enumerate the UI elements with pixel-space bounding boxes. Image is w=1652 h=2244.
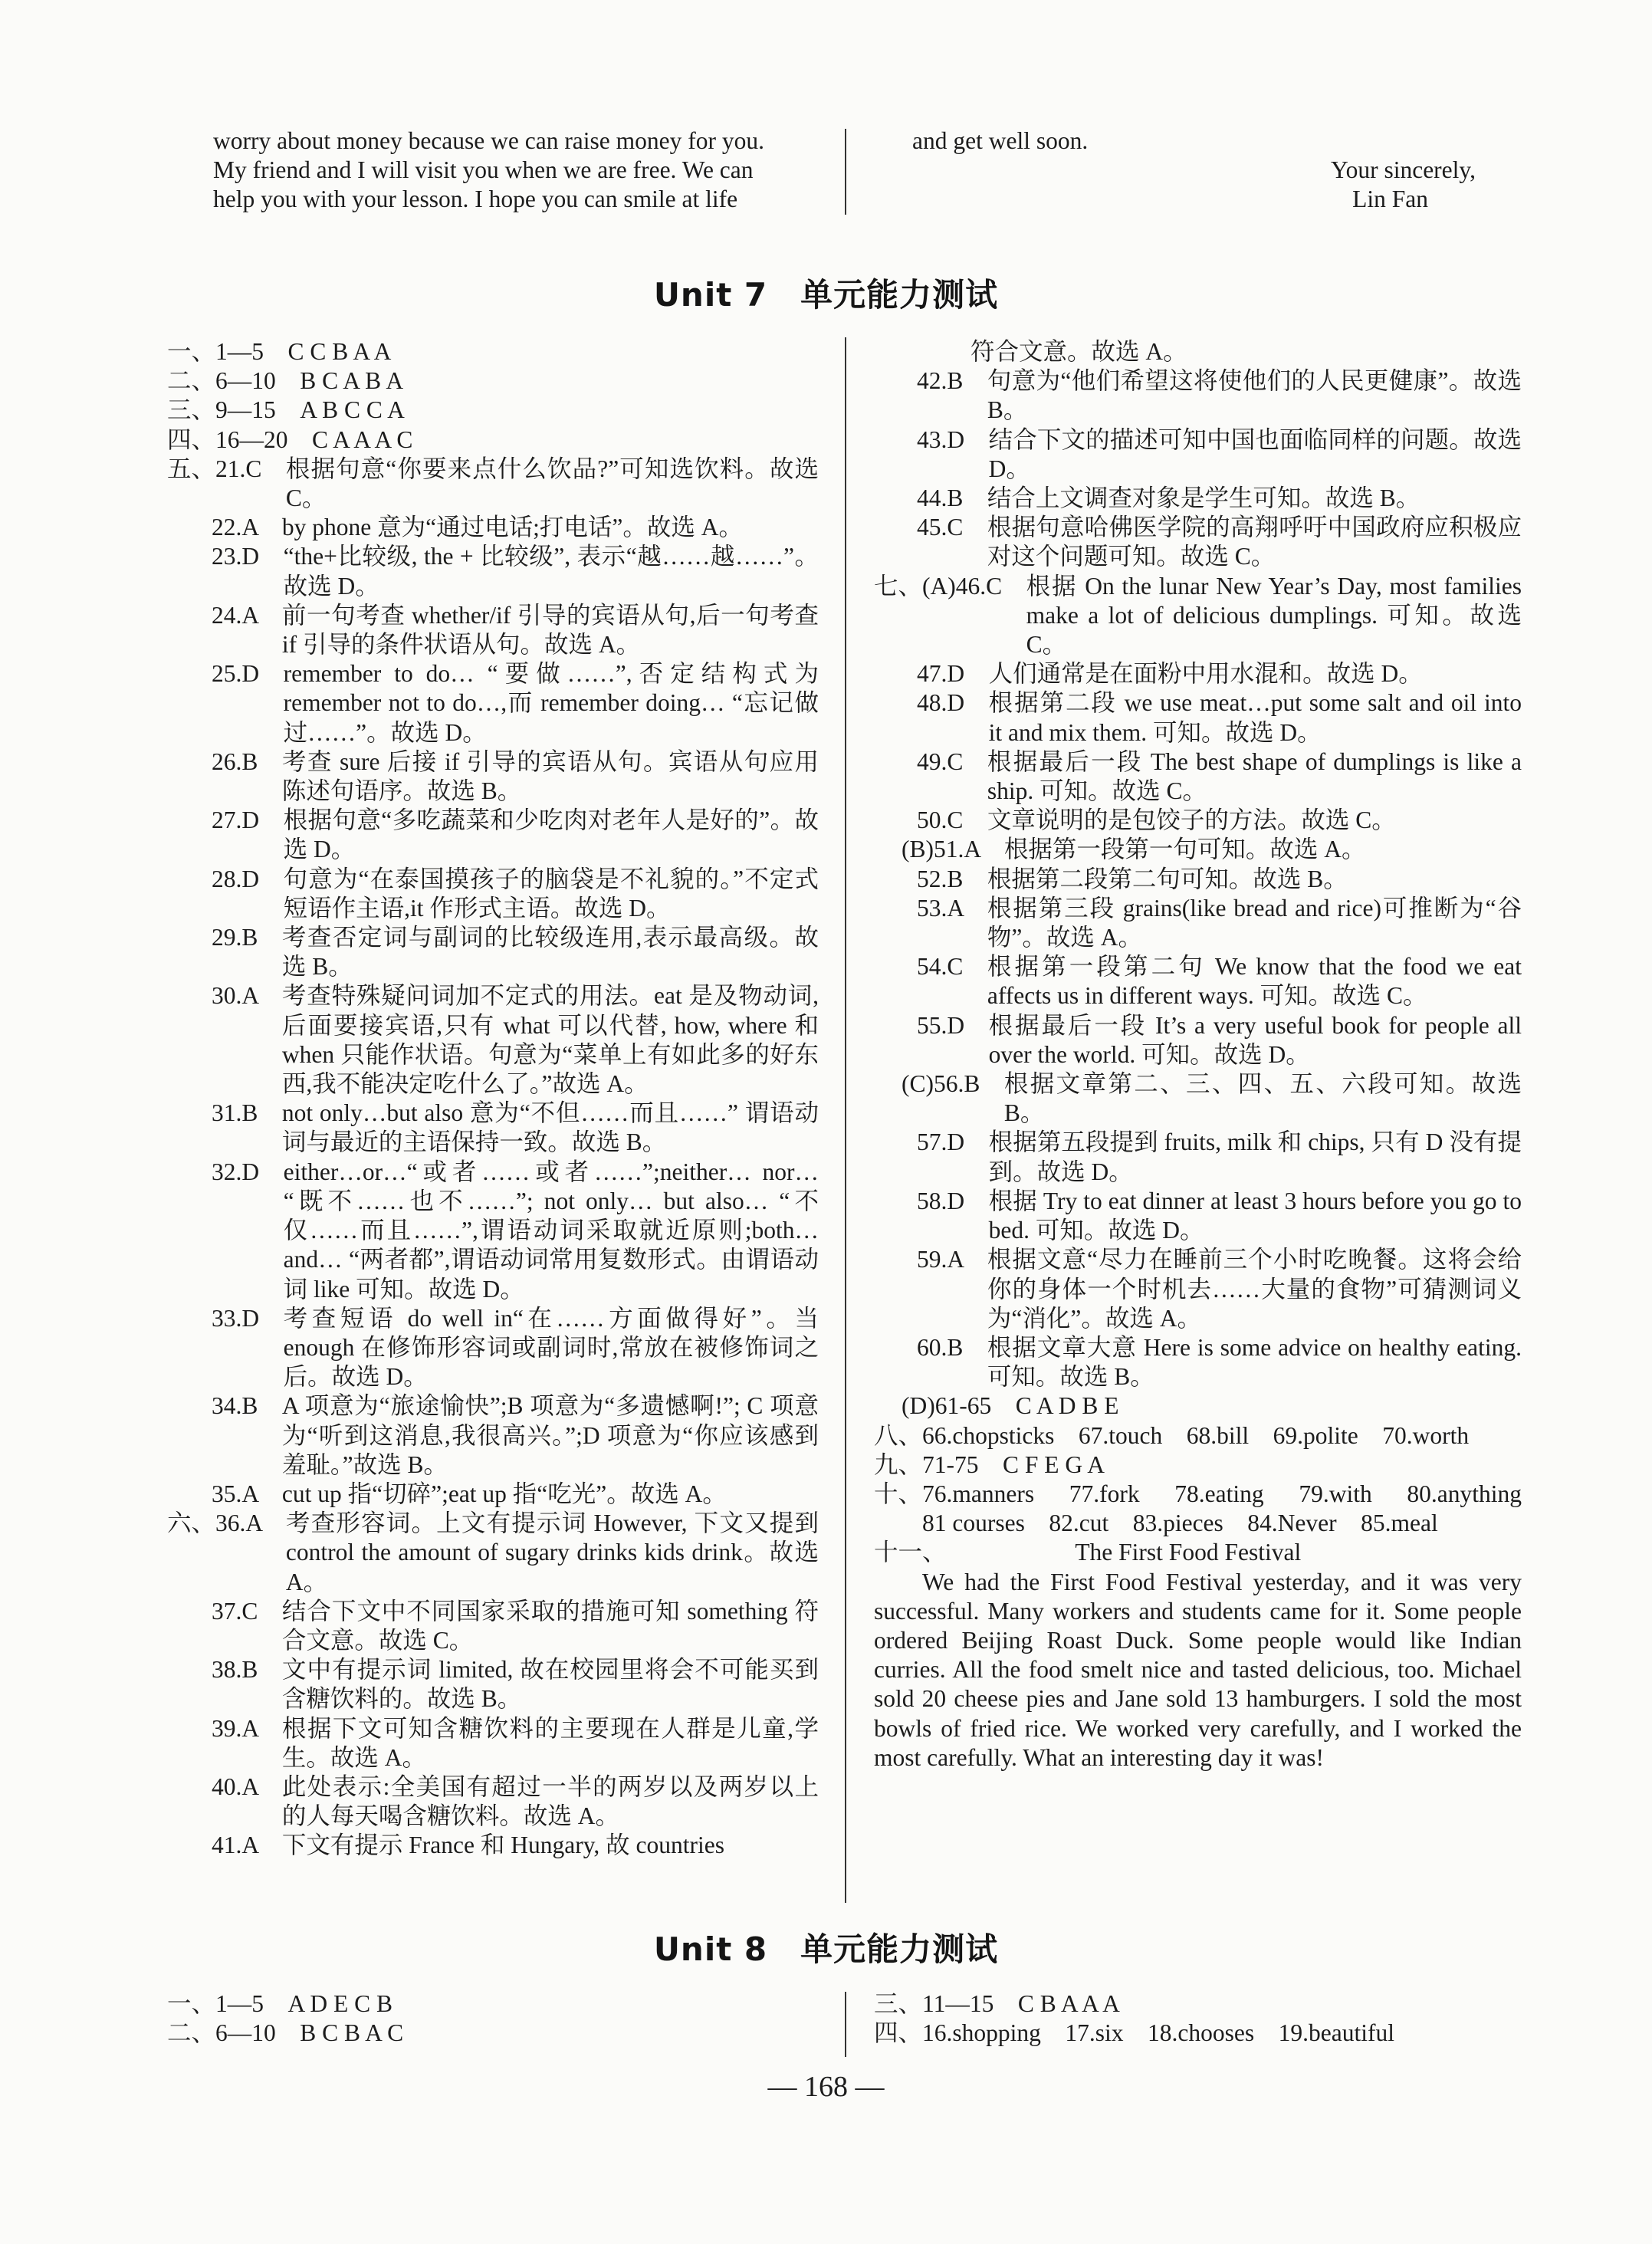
answer-label: 28.D bbox=[212, 865, 284, 892]
answer-label: 35.A bbox=[212, 1480, 282, 1507]
essay-label: 十一、 bbox=[874, 1539, 947, 1566]
answer-item bbox=[167, 806, 819, 864]
answer-text: 根据第一段第二句 We know that the food we eat affects us in different ways. 可知。故选 C。 bbox=[987, 953, 1522, 1010]
answer-label: 26.B bbox=[212, 747, 282, 775]
answer-item bbox=[167, 1655, 819, 1713]
answer-label: 四、 bbox=[874, 2019, 923, 2047]
answer-item bbox=[167, 1158, 819, 1304]
answer-item bbox=[874, 688, 1522, 747]
unit8-right-column bbox=[874, 1989, 1522, 2048]
answer-text: 结合上文调查对象是学生可知。故选 B。 bbox=[987, 485, 1420, 512]
answer-text: 结合下文中不同国家采取的措施可知 something 符合文意。故选 C。 bbox=[281, 1597, 819, 1654]
answer-text: 根据文意“尽力在睡前三个小时吃晚餐。这将会给你的身体一个时机去……大量的食物”可猜测词义为“消化”。故选 A。 bbox=[987, 1246, 1522, 1332]
unit7-column-divider bbox=[845, 337, 846, 1903]
answer-label: 二、6—10 bbox=[167, 367, 301, 395]
answer-text: 根据第一段第一句可知。故选 A。 bbox=[1003, 836, 1366, 863]
answer-label: 一、1—5 bbox=[167, 338, 288, 365]
answer-label: 57.D bbox=[917, 1129, 989, 1156]
answer-text: 考查否定词与副词的比较级连用,表示最高级。故选 B。 bbox=[281, 924, 819, 981]
answer-label: 49.C bbox=[917, 747, 987, 775]
answer-item bbox=[167, 1099, 819, 1157]
page-number: — 168 — bbox=[767, 2071, 885, 2103]
answer-item bbox=[167, 1597, 819, 1655]
answer-text: remember to do… “要做……”,否定结构式为 remember not to do…,而 remember doing… “忘记做过……”。故选 D。 bbox=[283, 660, 819, 746]
top-right-text bbox=[912, 126, 1476, 215]
answer-item bbox=[167, 865, 819, 923]
answer-label: 60.B bbox=[917, 1333, 987, 1361]
top-left-text bbox=[213, 126, 819, 215]
answer-text: A B C C A bbox=[300, 396, 405, 424]
answer-item bbox=[167, 425, 819, 455]
answer-item bbox=[167, 1714, 819, 1773]
answer-item bbox=[874, 835, 1522, 864]
answer-item bbox=[167, 1989, 819, 2019]
answer-item bbox=[167, 923, 819, 981]
answer-item bbox=[167, 1480, 819, 1509]
letter-signature: Lin Fan bbox=[1352, 186, 1428, 213]
answer-item bbox=[167, 1391, 819, 1480]
answer-label: 十、 bbox=[874, 1480, 923, 1507]
essay-body: We had the First Food Festival yesterday, and it was very successful. Many workers and students came for it. Some people ordered Beijing Roast Duck. Some people would like Indian curries. All the food smelt nice and tasted delicious, too. Michael sold 20 cheese pies and Jane sold 13 hamburgers. I sold the most bowls of fried rice. We worked very carefully, and I worked the most carefully. What an interesting day it was! bbox=[874, 1568, 1522, 1771]
answer-label: 54.C bbox=[917, 953, 987, 981]
answer-label: 52.B bbox=[917, 865, 987, 892]
answer-item bbox=[874, 1391, 1522, 1421]
answer-text: 根据第三段 grains(like bread and rice)可推断为“谷物”。故选 A。 bbox=[987, 894, 1522, 951]
answer-item bbox=[167, 981, 819, 1099]
answer-item bbox=[874, 513, 1522, 571]
answer-label: 三、11—15 bbox=[874, 1990, 1018, 2017]
answer-label: 45.C bbox=[917, 514, 987, 541]
answer-text: not only…but also 意为“不但……而且……” 谓语动词与最近的主语保持一致。故选 B。 bbox=[281, 1099, 819, 1156]
unit7-left-column bbox=[167, 337, 819, 1861]
answer-label: 48.D bbox=[917, 689, 989, 717]
answer-text: 人们通常是在面粉中用水混和。故选 D。 bbox=[988, 660, 1423, 688]
answer-label: 59.A bbox=[917, 1246, 987, 1273]
answer-text: 下文有提示 France 和 Hungary, 故 countries bbox=[281, 1832, 724, 1859]
answer-label: 58.D bbox=[917, 1187, 989, 1214]
answer-label: 一、1—5 bbox=[167, 1990, 288, 2017]
answer-label: 34.B bbox=[212, 1392, 282, 1420]
answer-item bbox=[874, 1069, 1522, 1128]
answer-item bbox=[167, 455, 819, 513]
answer-text: 句意为“他们希望这将使他们的人民更健康”。故选 B。 bbox=[987, 367, 1522, 424]
answer-label: 四、16—20 bbox=[167, 425, 313, 453]
answer-item bbox=[874, 1245, 1522, 1333]
answer-text: C B A A A bbox=[1017, 1990, 1120, 2017]
answer-text: 76.manners 77.fork 78.eating 79.with 80.anything 81 courses 82.cut 83.pieces 84.Never 85.meal bbox=[922, 1480, 1546, 1537]
answer-text: 根据句意哈佛医学院的高翔呼吁中国政府应积极应对这个问题可知。故选 C。 bbox=[987, 514, 1522, 570]
answer-text: by phone 意为“通过电话;打电话”。故选 A。 bbox=[281, 514, 743, 541]
answer-label: 九、 bbox=[874, 1451, 923, 1478]
answer-text: C C B A A bbox=[287, 338, 392, 365]
answer-item bbox=[874, 2019, 1522, 2048]
answer-text: C A D B E bbox=[1015, 1392, 1119, 1420]
answer-item bbox=[167, 542, 819, 600]
answer-text: 根据句意“多吃蔬菜和少吃肉对老年人是好的”。故选 D。 bbox=[283, 807, 819, 863]
top-left-line-2: My friend and I will visit you when we are free. We can bbox=[213, 156, 754, 184]
essay-title: The First Food Festival bbox=[1075, 1539, 1302, 1566]
answer-text: A 项意为“旅途愉快”;B 项意为“多遗憾啊!”; C 项意为“听到这消息,我很高兴。”;D 项意为“你应该感到羞耻。”故选 B。 bbox=[281, 1392, 819, 1478]
answer-item bbox=[874, 1011, 1522, 1069]
answer-text: B C B A C bbox=[300, 2019, 404, 2047]
answer-text: 根据文章大意 Here is some advice on healthy eating. 可知。故选 B。 bbox=[987, 1333, 1522, 1391]
answer-label: 44.B bbox=[917, 485, 987, 512]
answer-label: 39.A bbox=[212, 1714, 282, 1742]
answer-label: 23.D bbox=[212, 543, 284, 570]
answer-item bbox=[874, 1480, 1546, 1538]
answer-text: 考查 sure 后接 if 引导的宾语从句。宾语从句应用陈述句语序。故选 B。 bbox=[281, 747, 819, 805]
answer-text: 根据文章第二、三、四、五、六段可知。故选 B。 bbox=[1003, 1070, 1522, 1127]
answer-label: (C)56.B bbox=[902, 1070, 1004, 1098]
answer-item bbox=[874, 659, 1522, 688]
answer-label: 40.A bbox=[212, 1773, 282, 1800]
answer-item bbox=[167, 1773, 819, 1831]
answer-item bbox=[167, 747, 819, 806]
answer-text: 71-75 C F E G A bbox=[922, 1451, 1105, 1478]
top-right-line: and get well soon. bbox=[912, 127, 1089, 154]
answer-item bbox=[874, 425, 1522, 484]
answer-text: B C A B A bbox=[300, 367, 404, 395]
answer-text: 根据句意“你要来点什么饮品?”可知选饮料。故选 C。 bbox=[285, 455, 819, 512]
answer-label: 55.D bbox=[917, 1011, 989, 1039]
answer-text: C A A A C bbox=[312, 425, 413, 453]
answer-item bbox=[167, 1304, 819, 1392]
answer-item bbox=[167, 396, 819, 425]
answer-text: 文中有提示词 limited, 故在校园里将会不可能买到含糖饮料的。故选 B。 bbox=[281, 1656, 819, 1713]
answer-label: 33.D bbox=[212, 1304, 284, 1332]
answer-label: 41.A bbox=[212, 1832, 282, 1859]
answer-text: 根据第二段第二句可知。故选 B。 bbox=[987, 865, 1348, 892]
answer-text: 根据第五段提到 fruits, milk 和 chips, 只有 D 没有提到。故选 D。 bbox=[988, 1129, 1522, 1185]
answer-label: 31.B bbox=[212, 1099, 282, 1127]
answer-label: 47.D bbox=[917, 660, 989, 688]
answer-label: 六、36.A bbox=[167, 1510, 286, 1537]
answer-label: 53.A bbox=[917, 894, 987, 922]
answer-text: “the+比较级, the + 比较级”, 表示“越……越……”。故选 D。 bbox=[283, 543, 819, 600]
answer-item bbox=[874, 894, 1522, 952]
answer-item bbox=[874, 1128, 1522, 1186]
answer-item bbox=[167, 366, 819, 396]
top-left-line-3: help you with your lesson. I hope you can smile at life bbox=[213, 186, 738, 213]
answer-item bbox=[874, 1187, 1522, 1245]
answer-label: 38.B bbox=[212, 1656, 282, 1684]
answer-label: 24.A bbox=[212, 601, 282, 629]
unit8-left-column bbox=[167, 1989, 819, 2048]
answer-item bbox=[167, 337, 819, 366]
answer-label: 五、21.C bbox=[167, 455, 286, 482]
answer-item bbox=[874, 1421, 1522, 1451]
essay-heading bbox=[874, 1538, 1522, 1567]
answer-label: 27.D bbox=[212, 807, 284, 834]
answer-text: 根据 On the lunar New Year’s Day, most families make a lot of delicious dumplings. 可知。故选 C。 bbox=[1026, 572, 1522, 659]
answer-label: 三、9—15 bbox=[167, 396, 301, 424]
unit7-right-column bbox=[874, 337, 1546, 1773]
unit8-title: Unit 8 单元能力测试 bbox=[653, 1930, 999, 1968]
top-left-line-1: worry about money because we can raise money for you. bbox=[213, 127, 764, 154]
answer-text: 根据第二段 we use meat…put some salt and oil into it and mix them. 可知。故选 D。 bbox=[988, 689, 1522, 746]
answer-text: 根据 Try to eat dinner at least 3 hours before you go to bed. 可知。故选 D。 bbox=[988, 1187, 1522, 1244]
unit7-title: Unit 7 单元能力测试 bbox=[653, 276, 999, 314]
answer-item bbox=[874, 484, 1522, 513]
answer-label: 30.A bbox=[212, 982, 282, 1010]
answer-item bbox=[874, 1451, 1522, 1480]
answer-text: 文章说明的是包饺子的方法。故选 C。 bbox=[987, 807, 1396, 834]
answer-label: 42.B bbox=[917, 367, 987, 395]
answer-item bbox=[874, 1333, 1522, 1391]
answer-item bbox=[874, 572, 1522, 660]
answer-text: 根据最后一段 It’s a very useful book for people all over the world. 可知。故选 D。 bbox=[988, 1011, 1522, 1068]
answer-text: 前一句考查 whether/if 引导的宾语从句,后一句考查 if 引导的条件状语从句。故选 A。 bbox=[281, 601, 819, 659]
answer-label: 32.D bbox=[212, 1158, 284, 1185]
answer-item bbox=[167, 659, 819, 747]
answer-label: 七、(A)46.C bbox=[874, 572, 1026, 600]
unit8-column-divider bbox=[845, 1992, 846, 2057]
answer-label: (B)51.A bbox=[902, 836, 1004, 863]
top-column-divider bbox=[845, 129, 846, 215]
answer-label: 50.C bbox=[917, 807, 987, 834]
answer-label: (D)61-65 bbox=[902, 1392, 1016, 1420]
unit7-right-items bbox=[874, 337, 1546, 1538]
answer-item bbox=[167, 513, 819, 542]
answer-text: 根据下文可知含糖饮料的主要现在人群是儿童,学生。故选 A。 bbox=[281, 1714, 819, 1771]
answer-item bbox=[874, 865, 1522, 894]
answer-item bbox=[874, 952, 1522, 1010]
answer-text: 此处表示:全美国有超过一半的两岁以及两岁以上的人每天喝含糖饮料。故选 A。 bbox=[281, 1773, 819, 1830]
answer-text: 结合下文的描述可知中国也面临同样的问题。故选 D。 bbox=[988, 425, 1522, 482]
answer-item bbox=[167, 2019, 819, 2048]
answer-item bbox=[167, 601, 819, 659]
answer-item bbox=[874, 366, 1522, 425]
answer-item bbox=[874, 747, 1522, 806]
answer-text: 16.shopping 17.six 18.chooses 19.beautiful bbox=[922, 2019, 1394, 2047]
answer-label: 37.C bbox=[212, 1597, 282, 1625]
answer-item bbox=[874, 1989, 1522, 2019]
answer-text: 考查短语 do well in“在……方面做得好”。当 enough 在修饰形容词或副词时,常放在被修饰词之后。故选 D。 bbox=[283, 1304, 819, 1391]
answer-item bbox=[167, 1831, 819, 1860]
letter-closing: Your sincerely, bbox=[1331, 156, 1476, 184]
answer-label: 25.D bbox=[212, 660, 284, 688]
answer-text: 考查特殊疑问词加不定式的用法。eat 是及物动词,后面要接宾语,只有 what 可以代替, how, where 和 when 只能作状语。句意为“菜单上有如此多的好东西,我不能决定吃什么了。”故选 A。 bbox=[281, 982, 819, 1098]
answer-text: 考查形容词。上文有提示词 However, 下文又提到 control the amount of sugary drinks kids drink。故选 A。 bbox=[285, 1510, 819, 1595]
answer-item bbox=[167, 1509, 819, 1597]
answer-label: 22.A bbox=[212, 514, 282, 541]
answer-text: either…or…“或者……或者……”;neither… nor… “既不……也不……”; not only… but also… “不仅……而且……”,谓语动词采取就近原则;both… and… “两者都”,谓语动词常用复数形式。由谓语动词 like 可知。故选 D。 bbox=[283, 1158, 819, 1303]
answer-label: 43.D bbox=[917, 425, 989, 453]
answer-text: 符合文意。故选 A。 bbox=[971, 338, 1187, 365]
answer-item bbox=[874, 806, 1522, 835]
answer-text: A D E C B bbox=[287, 1990, 393, 2017]
answer-text: 句意为“在泰国摸孩子的脑袋是不礼貌的。”不定式短语作主语,it 作形式主语。故选 D。 bbox=[283, 865, 819, 922]
answer-label: 二、6—10 bbox=[167, 2019, 301, 2047]
answer-text: 根据最后一段 The best shape of dumplings is like a ship. 可知。故选 C。 bbox=[987, 747, 1522, 805]
answer-label: 29.B bbox=[212, 924, 282, 951]
answer-item bbox=[874, 337, 1522, 366]
answer-label: 八、 bbox=[874, 1421, 923, 1449]
answer-text: cut up 指“切碎”;eat up 指“吃光”。故选 A。 bbox=[281, 1480, 727, 1507]
answer-text: 66.chopsticks 67.touch 68.bill 69.polite 70.worth bbox=[922, 1421, 1470, 1449]
